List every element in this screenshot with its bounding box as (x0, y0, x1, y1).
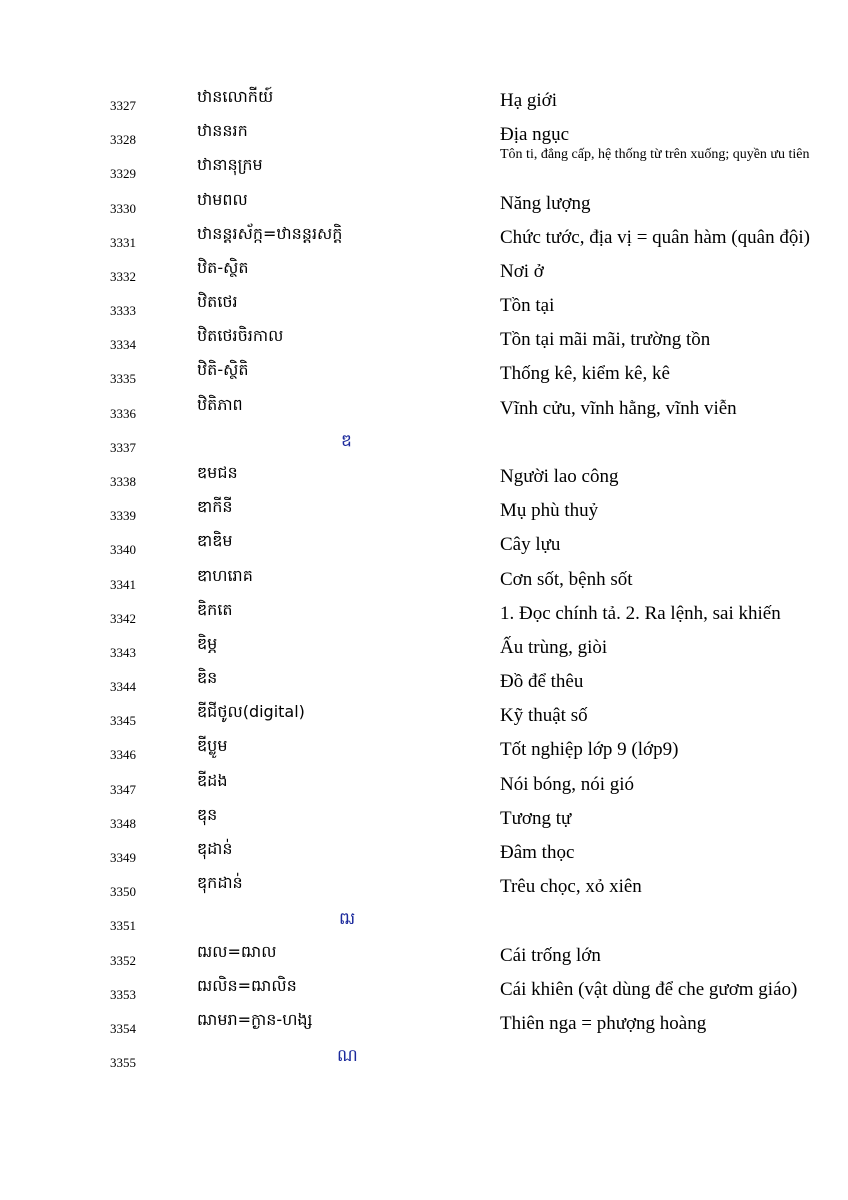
vietnamese-meaning: Chức tước, địa vị = quân hàm (quân đội) (500, 226, 810, 248)
entry-number: 3329 (110, 166, 136, 182)
entry-row (0, 565, 848, 599)
entry-row (0, 291, 848, 325)
khmer-term: ឌីដង (197, 770, 228, 790)
entry-number: 3343 (110, 644, 136, 660)
entry-row (0, 735, 848, 769)
entry-row (0, 359, 848, 393)
khmer-term: ឋានន្តរស័ក្ក=ឋានន្តរសក្តិ (197, 223, 343, 243)
vietnamese-meaning: Năng lượng (500, 192, 591, 214)
khmer-term: ឌិម្ភ (197, 633, 218, 653)
entry-row (0, 257, 848, 291)
entry-row (0, 147, 848, 188)
entry-row (0, 223, 848, 257)
section-letter: ណ (337, 1046, 358, 1067)
vietnamese-meaning: Cái khiên (vật dùng để che gươm giáo) (500, 978, 798, 1000)
entry-number: 3352 (110, 952, 136, 968)
vietnamese-meaning: Nói bóng, nói gió (500, 773, 635, 795)
entry-number: 3341 (110, 576, 136, 592)
entry-row (0, 462, 848, 496)
khmer-term: ឋាមពល (197, 189, 248, 209)
khmer-term: ឌុកដាន់ (197, 873, 243, 893)
entry-number: 3330 (110, 200, 136, 216)
vietnamese-meaning: Thống kê, kiểm kê, kê (500, 363, 670, 385)
entry-number: 3334 (110, 337, 136, 353)
entry-number: 3338 (110, 473, 136, 489)
section-heading-row (0, 428, 848, 462)
vietnamese-meaning: Trêu chọc, xỏ xiên (500, 876, 642, 898)
entry-row (0, 633, 848, 667)
vietnamese-meaning: Vĩnh cửu, vĩnh hằng, vĩnh viễn (500, 397, 737, 419)
vietnamese-meaning: Tồn tại mãi mãi, trường tồn (500, 329, 711, 351)
section-heading-row (0, 1043, 848, 1077)
entry-number: 3355 (110, 1055, 136, 1071)
entry-number: 3342 (110, 610, 136, 626)
vietnamese-meaning: Địa ngục (500, 124, 570, 146)
vietnamese-meaning: Nơi ở (500, 260, 544, 282)
entry-row (0, 530, 848, 564)
entry-number: 3335 (110, 371, 136, 387)
vietnamese-meaning: Ấu trùng, giòi (500, 636, 608, 658)
entry-number: 3333 (110, 303, 136, 319)
entry-number: 3331 (110, 234, 136, 250)
entry-number: 3339 (110, 508, 136, 524)
khmer-term: ឌមជន (197, 462, 238, 482)
vietnamese-meaning: Tôn ti, đẳng cấp, hệ thống từ trên xuống; quyền ưu tiên (500, 147, 810, 163)
entry-number: 3345 (110, 713, 136, 729)
vietnamese-meaning: Người lao công (500, 465, 619, 487)
entry-number: 3353 (110, 986, 136, 1002)
vietnamese-meaning: Cái trống lớn (500, 944, 601, 966)
vietnamese-meaning: Thiên nga = phượng hoàng (500, 1012, 707, 1034)
entry-number: 3328 (110, 132, 136, 148)
entry-row (0, 872, 848, 906)
entry-row (0, 189, 848, 223)
entry-row (0, 394, 848, 428)
entry-number: 3349 (110, 849, 136, 865)
entry-row (0, 838, 848, 872)
vietnamese-meaning: Tương tự (500, 807, 572, 829)
khmer-term: ឋិតិភាព (197, 394, 243, 414)
entry-row (0, 1009, 848, 1043)
vietnamese-meaning: Cây lựu (500, 534, 561, 556)
entry-row (0, 975, 848, 1009)
vietnamese-meaning: 1. Đọc chính tả. 2. Ra lệnh, sai khiến (500, 602, 781, 624)
khmer-term: ឋានានុក្រម (197, 155, 263, 175)
section-heading-row (0, 906, 848, 940)
khmer-term: ឌីជីថូល(digital) (197, 702, 305, 722)
khmer-term: ឌិន (197, 668, 218, 688)
entry-number: 3348 (110, 815, 136, 831)
vietnamese-meaning: Đâm thọc (500, 841, 575, 863)
khmer-term: ឍលិន=ឍាលិន (197, 975, 297, 995)
entry-number: 3354 (110, 1020, 136, 1036)
entry-number: 3347 (110, 781, 136, 797)
entry-row (0, 667, 848, 701)
khmer-term: ឌាកីនី (197, 497, 233, 517)
khmer-term: ឌិកតេ (197, 599, 233, 619)
khmer-term: ឍល=ឍាល (197, 941, 277, 961)
entry-number: 3346 (110, 747, 136, 763)
entry-number: 3344 (110, 679, 136, 695)
entry-number: 3336 (110, 405, 136, 421)
entry-row (0, 86, 848, 120)
entry-row (0, 496, 848, 530)
entry-number: 3340 (110, 542, 136, 558)
entry-row (0, 599, 848, 633)
khmer-term: ឌាហរោគ (197, 565, 253, 585)
khmer-term: ឋិត-ស្ថិត (197, 257, 249, 277)
khmer-term: ឌុដាន់ (197, 838, 233, 858)
entry-number: 3351 (110, 918, 136, 934)
entry-row (0, 325, 848, 359)
khmer-term: ឋិតិ-ស្ថិតិ (197, 360, 249, 380)
vietnamese-meaning: Đồ để thêu (500, 671, 584, 693)
vietnamese-meaning: Kỹ thuật số (500, 705, 588, 727)
entry-number: 3350 (110, 884, 136, 900)
khmer-term: ឍាមរា=ក្ងាន-ហង្ស (197, 1009, 313, 1029)
entry-row (0, 770, 848, 804)
vietnamese-meaning: Tốt nghiệp lớp 9 (lớp9) (500, 739, 679, 761)
vietnamese-meaning: Hạ giới (500, 90, 558, 111)
vietnamese-meaning: Mụ phù thuỷ (500, 500, 599, 522)
entry-number: 3327 (110, 98, 136, 113)
section-letter: ឍ (339, 909, 356, 930)
entry-row (0, 941, 848, 975)
khmer-term: ឌាឌិម (197, 531, 233, 551)
vietnamese-meaning: Cơn sốt, bệnh sốt (500, 568, 633, 590)
vietnamese-meaning: Tồn tại (500, 295, 555, 317)
entry-number: 3337 (110, 439, 136, 455)
khmer-term: ឋានលោកីយ៍ (197, 87, 274, 106)
khmer-term: ឋិតថេរ (197, 292, 238, 312)
khmer-term: ឌុន (197, 804, 218, 824)
khmer-term: ឋិតថេរចិរកាល (197, 326, 284, 346)
entry-row (0, 804, 848, 838)
entry-number: 3332 (110, 268, 136, 284)
khmer-term: ឋាននរក (197, 121, 248, 141)
khmer-term: ឌីប្លូម (197, 736, 228, 756)
entry-row (0, 701, 848, 735)
section-letter: ឌ (341, 430, 352, 451)
